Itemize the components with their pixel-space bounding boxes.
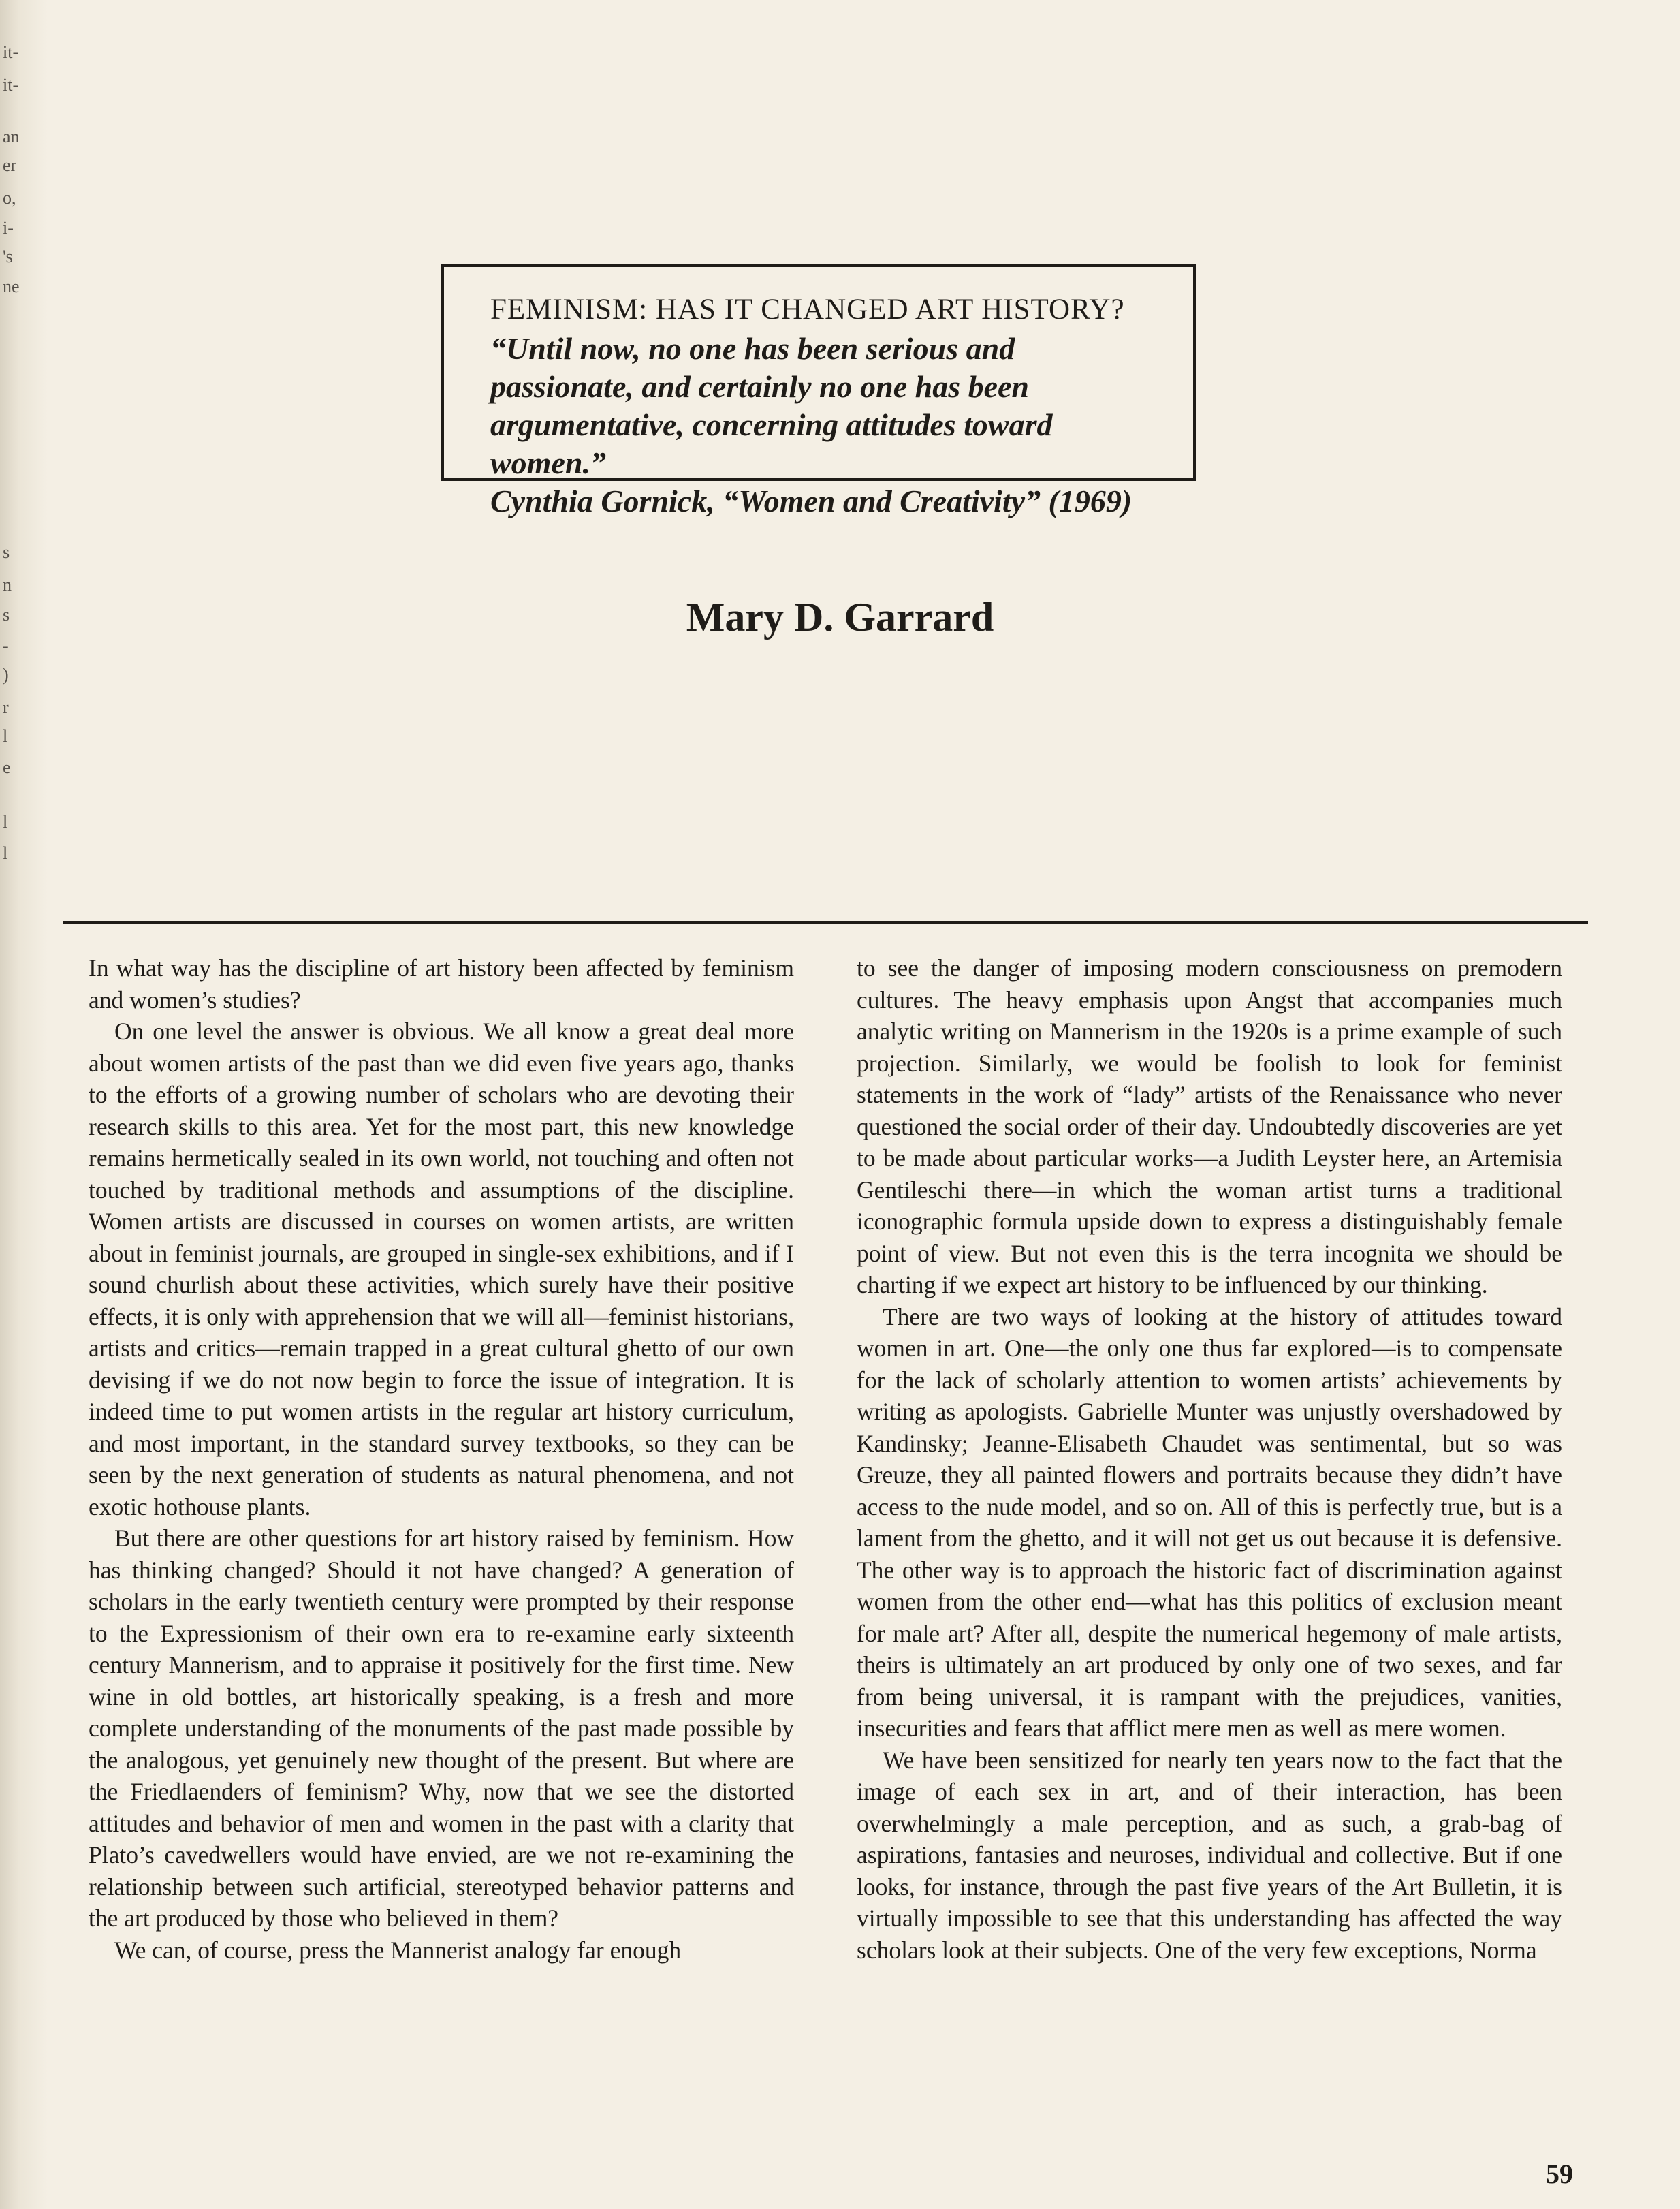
epigraph-attribution: Cynthia Gornick, “Women and Creativity” (1969) <box>490 484 1132 518</box>
edge-fragment: 's <box>3 247 13 266</box>
paragraph: In what way has the discipline of art history been affected by feminism and women’s studies? <box>89 954 794 1014</box>
edge-fragment: n <box>3 575 12 595</box>
section-heading: FEMINISM: HAS IT CHANGED ART HISTORY? <box>490 294 1125 326</box>
edge-fragment: s <box>3 542 10 562</box>
paragraph: We can, of course, press the Mannerist analogy far enough <box>114 1936 682 1964</box>
facing-page-edge <box>0 0 48 2209</box>
right-column <box>857 952 1562 1966</box>
edge-fragment: o, <box>3 188 16 208</box>
edge-fragment: er <box>3 155 17 175</box>
edge-fragment: e <box>3 757 11 777</box>
paragraph: We have been sensitized for nearly ten years now to the fact that the image of each sex in art, and of their interaction, has been overwhelmingly a male perception, and as such, a grab-bag of aspirations, fantasies and neuroses, individual and collective. But if one looks, for instance, through the past five years of the Art Bulletin, it is virtually impossible to see that this understanding has affected the way scholars look at their subjects. One of the very few exceptions, Norma <box>857 1746 1562 1964</box>
edge-fragment: an <box>3 127 20 146</box>
edge-fragment: l <box>3 726 8 746</box>
edge-fragment: i- <box>3 218 14 238</box>
edge-fragment: - <box>3 636 9 656</box>
edge-fragment: l <box>3 812 8 832</box>
edge-fragment: r <box>3 698 9 717</box>
left-column <box>89 952 794 1966</box>
edge-fragment: s <box>3 605 10 625</box>
horizontal-rule <box>63 921 1588 924</box>
paragraph: But there are other questions for art history raised by feminism. How has thinking changed? Should it not have changed? A generation of scholars in the early twentieth century were prompted by their response to the Expressionism of their own era to re-examine early sixteenth century Mannerism, and to appraise it positively for the first time. New wine in old bottles, art historically speaking, is a fresh and more complete understanding of the monuments of the past made possible by the analogous, yet genuinely new thought of the present. But where are the Friedlaenders of feminism? Why, now that we see the distorted attitudes and behavior of men and women in the past with a clarity that Plato’s cavedwellers would have envied, are we not re-examining the relationship between such artificial, stereotyped behavior patterns and the art produced by those who believed in them? <box>89 1524 794 1932</box>
paragraph: There are two ways of looking at the history of attitudes toward women in art. One—the only one thus far explored—is to compensate for the lack of scholarly attention to women artists’ achievements by writing as apologists. Gabrielle Munter was unjustly overshadowed by Kandinsky; Jeanne-Elisabeth Chaudet was sentimental, but so was Greuze, they all painted flowers and portraits because they didn’t have access to the nude model, and so on. All of this is perfectly true, but is a lament from the ghetto, and it will not get us out because it is defensive. The other way is to approach the historic fact of discrimination against women from the other end—what has this politics of exclusion meant for male art? After all, despite the numerical hegemony of male artists, theirs is ultimately an art produced by only one of two sexes, and far from being universal, it is rampant with the prejudices, vanities, insecurities and fears that afflict mere men as well as mere women. <box>857 1302 1562 1742</box>
edge-fragment: ) <box>3 665 9 685</box>
paragraph: On one level the answer is obvious. We all know a great deal more about women artists of the past than we did even five years ago, thanks to the efforts of a growing number of scholars who are devoting their research skills to this area. Yet for the most part, this new knowledge remains hermetically sealed in its own world, not touching and often not touched by traditional methods and assumptions of the discipline. Women artists are discussed in courses on women artists, are written about in feminist journals, are grouped in single-sex exhibitions, and if I sound churlish about these activities, which surely have their positive effects, it is only with apprehension that we will all—feminist historians, artists and critics—remain trapped in a great cultural ghetto of our own devising if we do not now begin to force the issue of integration. It is indeed time to put women artists in the regular art history curriculum, and most important, in the standard survey textbooks, so they can be seen by the next generation of students as natural phenomena, and not exotic hothouse plants. <box>89 1018 794 1520</box>
edge-fragment: l <box>3 843 8 863</box>
epigraph-box <box>441 264 1196 518</box>
edge-fragment: it- <box>3 75 19 95</box>
epigraph-quote: “Until now, no one has been serious and passionate, and certainly no one has been argumentative, concerning attitudes toward women.” <box>490 331 1053 480</box>
edge-fragment: it- <box>3 42 19 62</box>
page-number: 59 <box>1546 2159 1573 2189</box>
edge-fragment: ne <box>3 277 20 296</box>
paragraph: to see the danger of imposing modern consciousness on premodern cultures. The heavy emphasis upon Angst that accompanies much analytic writing on Mannerism in the 1920s is a prime example of such projection. Similarly, we would be foolish to look for feminist statements in the work of “lady” artists of the Renaissance who never questioned the social order of their day. Undoubtedly discoveries are yet to be made about particular works—a Judith Leyster here, an Artemisia Gentileschi there—in which the woman artist turns a traditional iconographic formula upside down to express a distinguishably female point of view. But not even this is the terra incognita we should be charting if we expect art history to be influenced by our thinking. <box>857 954 1562 1298</box>
author-name: Mary D. Garrard <box>686 595 994 640</box>
